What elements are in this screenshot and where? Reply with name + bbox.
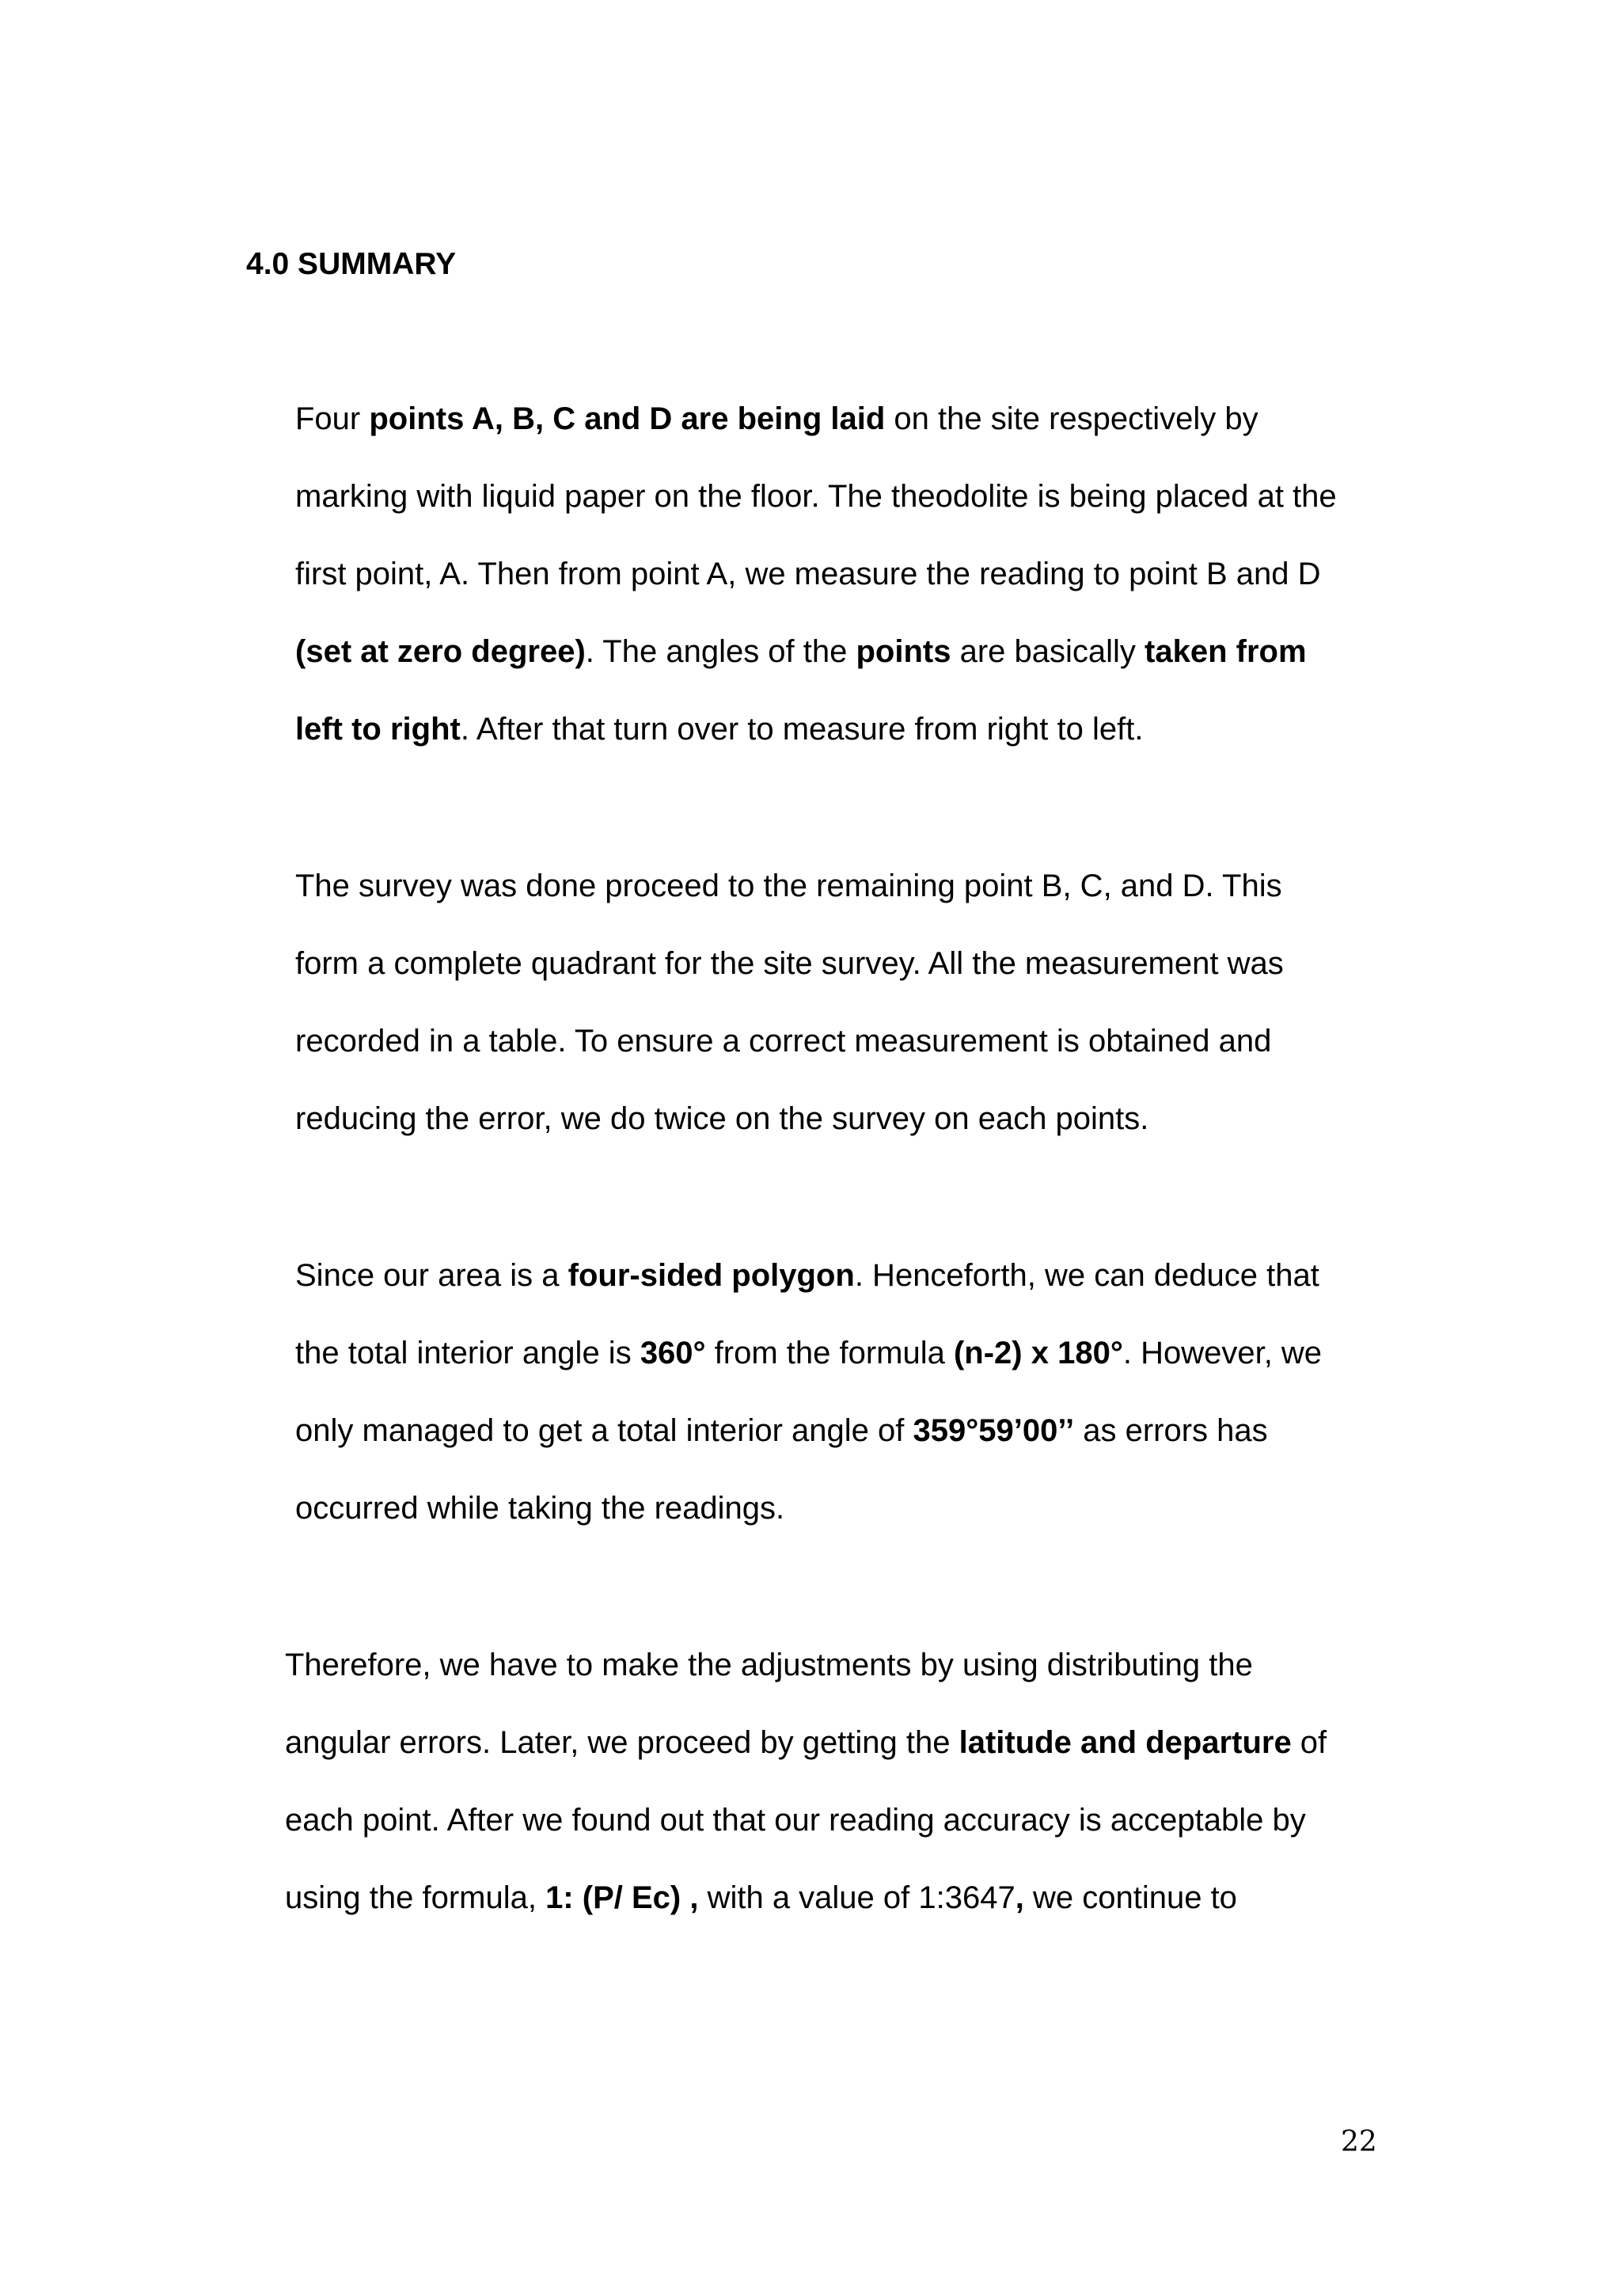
- paragraph-4-line-1: [285, 1646, 1253, 1684]
- bold-text-run: ,: [1015, 1880, 1024, 1915]
- paragraph-4-line-2: [285, 1724, 1327, 1762]
- paragraph-2-line-4: [295, 1100, 1148, 1138]
- paragraph-3-line-3: [295, 1412, 1268, 1450]
- text-run: . However, we: [1122, 1336, 1323, 1370]
- bold-text-run: points: [856, 634, 951, 669]
- text-run: angular errors. Later, we proceed by getting the: [285, 1725, 959, 1760]
- paragraph-2-line-3: [295, 1022, 1271, 1060]
- text-run: first point, A. Then from point A, we measure the reading to point B and D: [295, 557, 1321, 591]
- text-run: each point. After we found out that our reading accuracy is acceptable by: [285, 1803, 1306, 1838]
- paragraph-4-line-3: [285, 1801, 1306, 1839]
- paragraph-4-line-4: [285, 1879, 1237, 1917]
- text-run: from the formula: [705, 1336, 954, 1370]
- bold-text-run: 1: (P/ Ec) ,: [545, 1880, 699, 1915]
- text-run: of: [1291, 1725, 1327, 1760]
- text-run: with a value of 1:3647: [698, 1880, 1015, 1915]
- paragraph-1-line-3: [295, 555, 1321, 593]
- text-run: using the formula,: [285, 1880, 546, 1915]
- text-run: Since our area is a: [295, 1258, 568, 1293]
- paragraph-1-line-4: [295, 633, 1307, 671]
- bold-text-run: 360°: [640, 1336, 706, 1370]
- bold-text-run: (n-2) x 180°: [953, 1336, 1123, 1370]
- text-run: . Henceforth, we can deduce that: [854, 1258, 1319, 1293]
- paragraph-1-line-5: [295, 710, 1143, 748]
- section-heading: 4.0 SUMMARY: [246, 247, 457, 281]
- text-run: marking with liquid paper on the floor. The theodolite is being placed at the: [295, 479, 1337, 514]
- page-number: 22: [1341, 2126, 1377, 2158]
- paragraph-1-line-1: [295, 400, 1258, 438]
- text-run: The survey was done proceed to the remaining point B, C, and D. This: [295, 869, 1282, 903]
- text-run: recorded in a table. To ensure a correct measurement is obtained and: [295, 1024, 1272, 1059]
- text-run: are basically: [951, 634, 1145, 669]
- bold-text-run: 359°59’00’’: [913, 1413, 1075, 1448]
- paragraph-2-line-1: [295, 867, 1282, 905]
- bold-text-run: four-sided polygon: [568, 1258, 855, 1293]
- text-run: form a complete quadrant for the site survey. All the measurement was: [295, 946, 1284, 981]
- paragraph-3-line-1: [295, 1256, 1319, 1294]
- bold-text-run: points A, B, C and D are being laid: [369, 401, 886, 436]
- text-run: . After that turn over to measure from right to left.: [460, 712, 1144, 747]
- text-run: only managed to get a total interior angle of: [295, 1413, 913, 1448]
- text-run: on the site respectively by: [885, 401, 1258, 436]
- text-run: the total interior angle is: [295, 1336, 640, 1370]
- paragraph-1-line-2: [295, 477, 1337, 515]
- text-run: Four: [295, 401, 370, 436]
- bold-text-run: left to right: [295, 712, 461, 747]
- bold-text-run: latitude and departure: [959, 1725, 1292, 1760]
- paragraph-2-line-2: [295, 945, 1284, 983]
- text-run: we continue to: [1023, 1880, 1237, 1915]
- paragraph-3-line-2: [295, 1334, 1322, 1372]
- bold-text-run: taken from: [1145, 634, 1307, 669]
- bold-text-run: (set at zero degree): [295, 634, 586, 669]
- text-run: reducing the error, we do twice on the survey on each points.: [295, 1101, 1149, 1136]
- paragraph-3-line-4: [295, 1489, 784, 1527]
- text-run: Therefore, we have to make the adjustments by using distributing the: [285, 1648, 1253, 1682]
- text-run: . The angles of the: [585, 634, 856, 669]
- text-run: as errors has: [1074, 1413, 1268, 1448]
- text-run: occurred while taking the readings.: [295, 1491, 785, 1526]
